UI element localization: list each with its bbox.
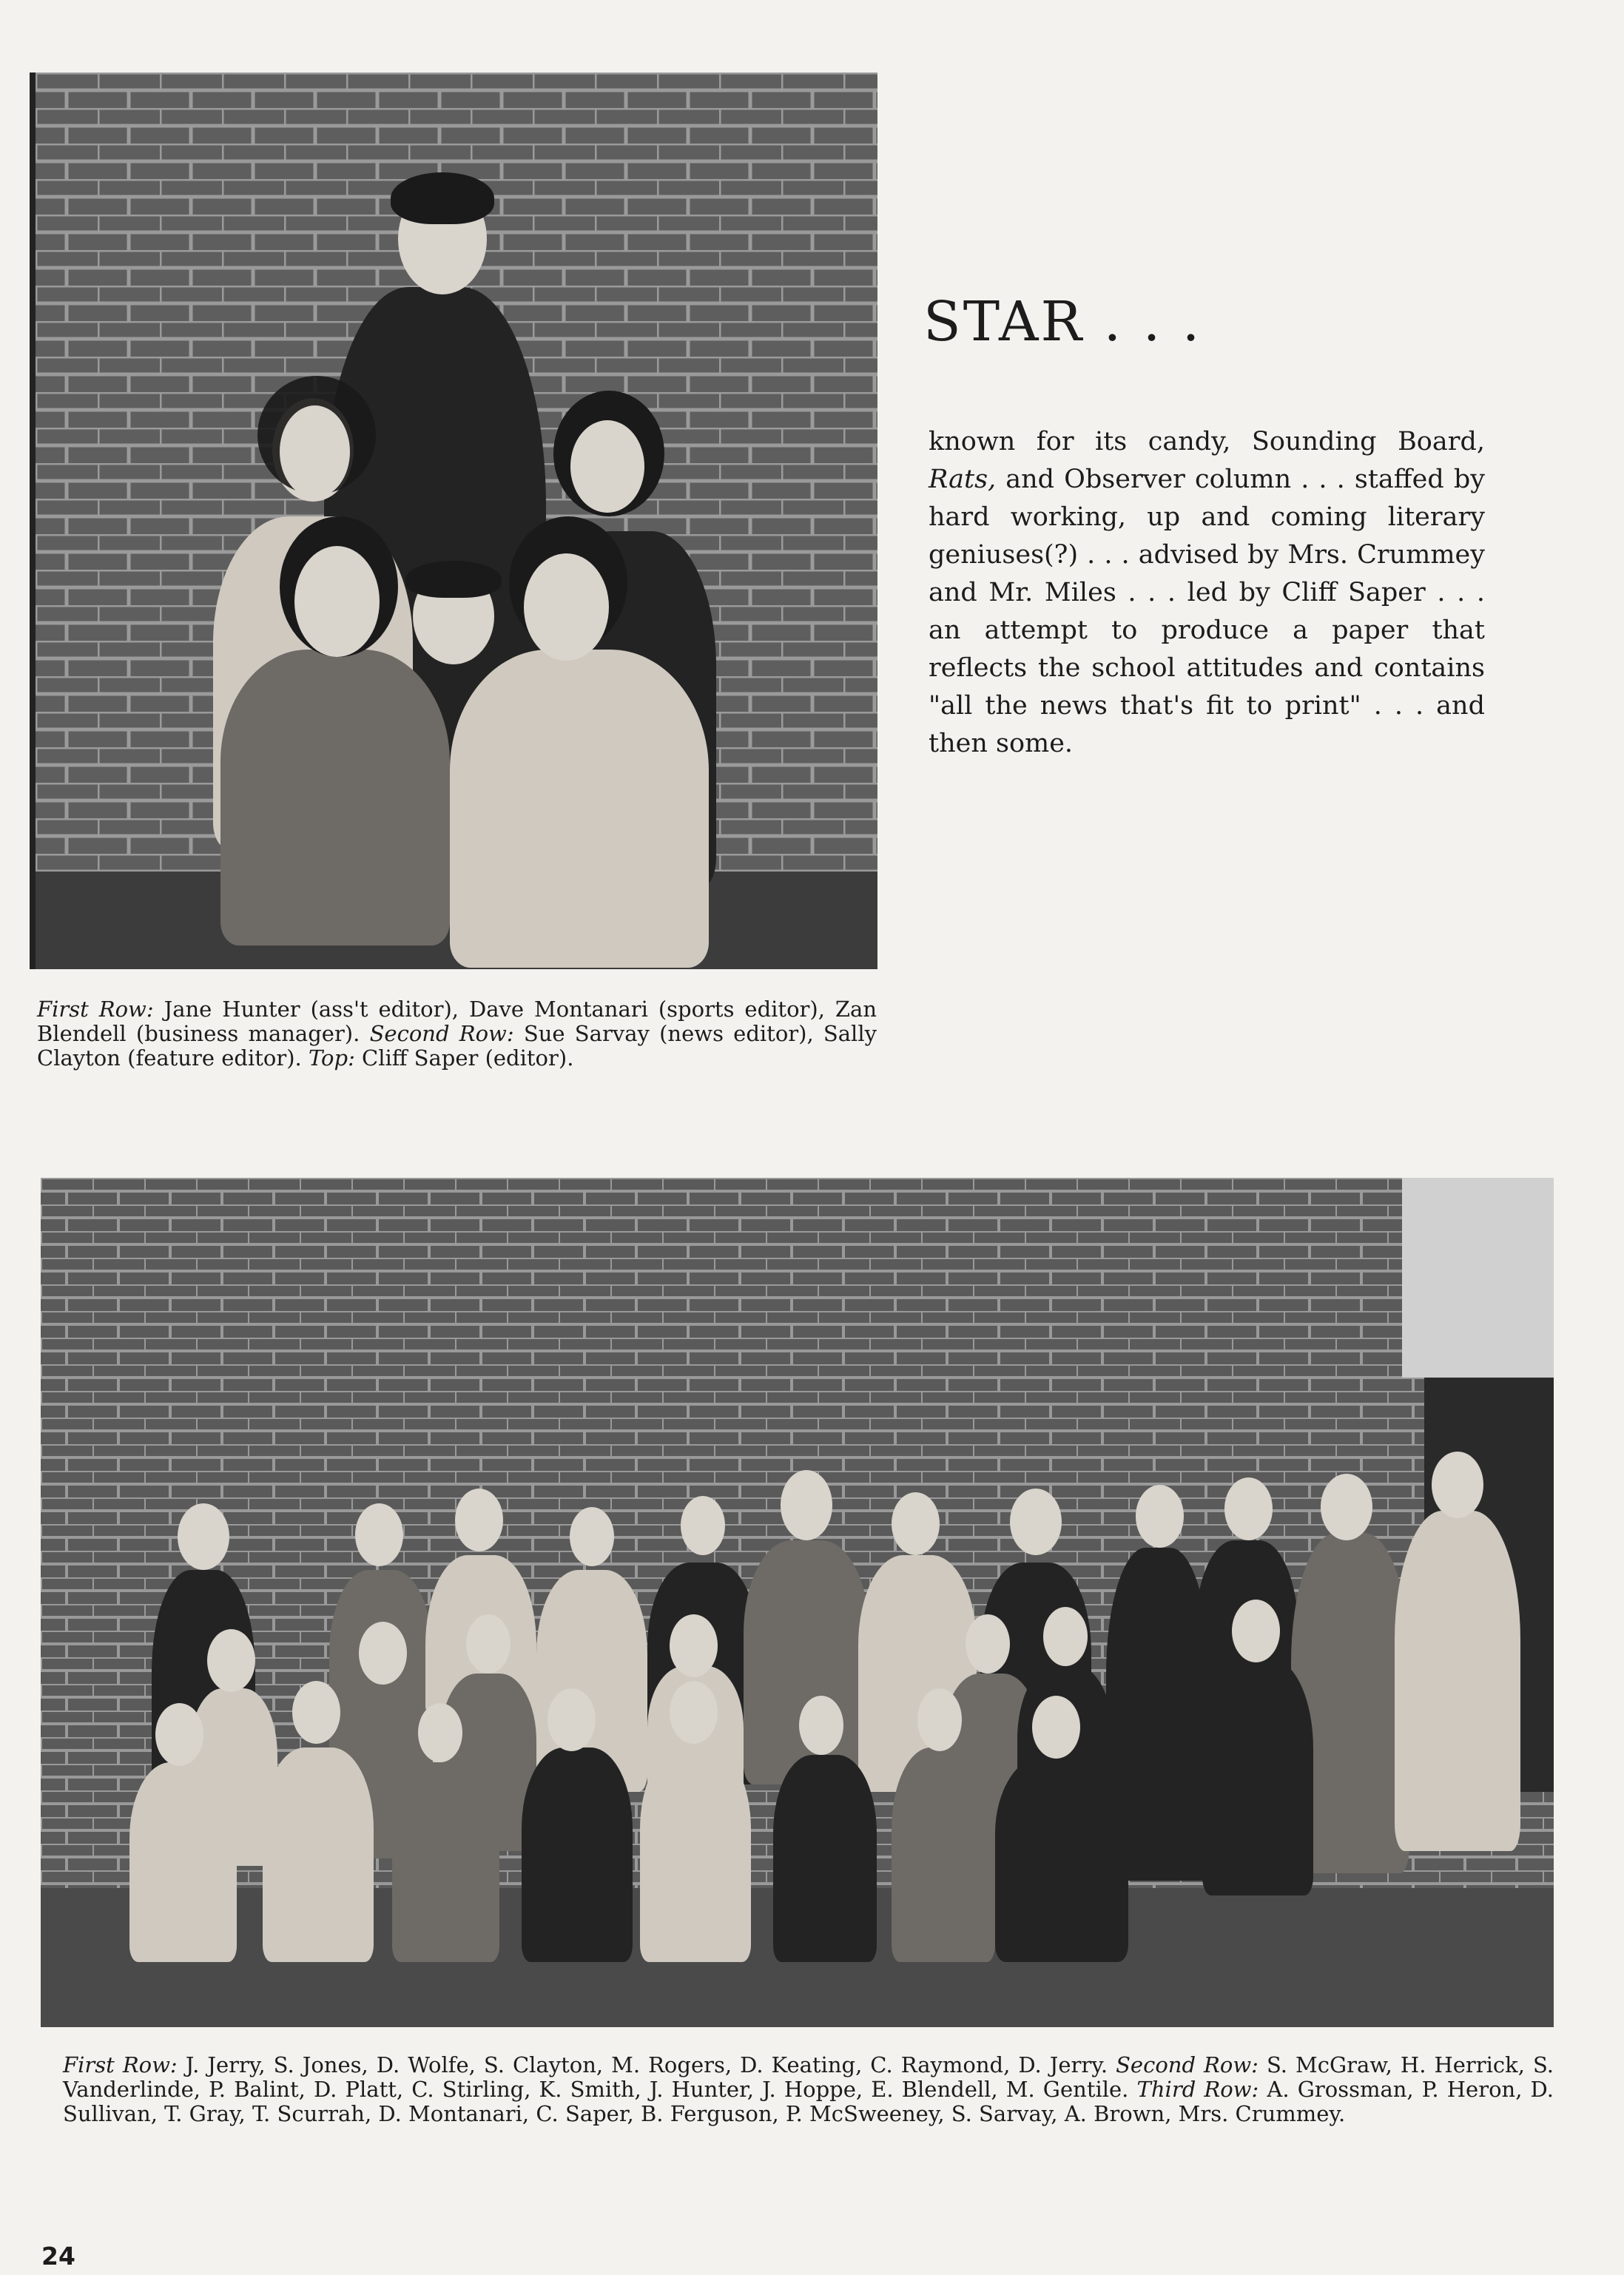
page-number: 24 bbox=[41, 2242, 75, 2271]
article-body: known for its candy, Sounding Board, Rats, and Observer column . . . staffed by hard working, up and coming literary geniuses(?) . . . advised by Mrs. Crummey and Mr. Miles . . . led by Cliff Saper . . . an attempt to produce a paper that reflects the school attitudes and contains "all the news that's fit to print" . . . and then some. bbox=[929, 427, 1485, 758]
article-title: STAR . . . bbox=[923, 290, 1202, 354]
staff-group-photo bbox=[41, 1178, 1554, 2027]
editors-caption: First Row: Jane Hunter (ass't editor), Dave Montanari (sports editor), Zan Blendell (business manager). Second Row: Sue Sarvay (news editor), Sally Clayton (feature editor). Top: Cliff Saper (editor). bbox=[37, 997, 877, 1071]
editors-photo bbox=[30, 73, 877, 969]
staff-caption: First Row: J. Jerry, S. Jones, D. Wolfe, S. Clayton, M. Rogers, D. Keating, C. Raymond, D. Jerry. Second Row: S. McGraw, H. Herrick, S. Vanderlinde, P. Balint, D. Platt, C. Stirling, K. Smith, J. Hunter, J. Hoppe, E. Blendell, M. Gentile. Third Row: A. Grossman, P. Heron, D. Sullivan, T. Gray, T. Scurrah, D. Montanari, C. Saper, B. Ferguson, P. McSweeney, S. Sarvay, A. Brown, Mrs. Crummey. bbox=[63, 2052, 1554, 2126]
